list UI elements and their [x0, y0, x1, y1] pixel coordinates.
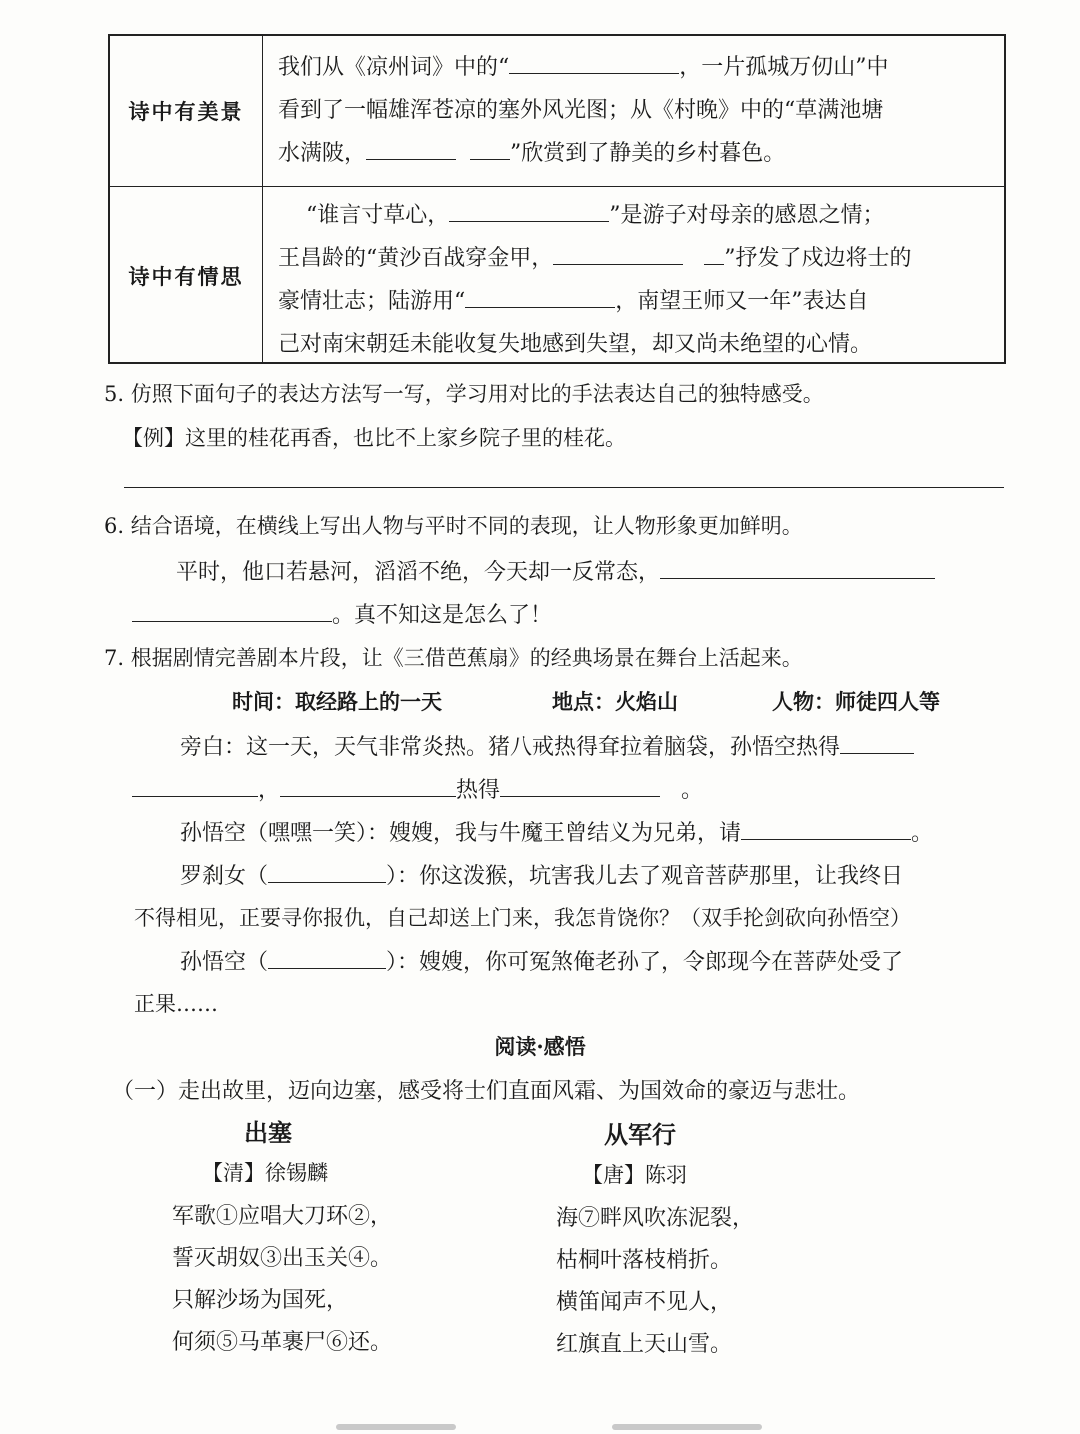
- blank-cunwan-1[interactable]: [366, 137, 456, 160]
- q7-wukong2-a: 孙悟空（: [180, 950, 269, 975]
- q7-wukong1: [180, 816, 933, 847]
- q6-line2-tail: 。真不知这是怎么了！: [332, 603, 553, 628]
- q6-blank-1[interactable]: [660, 556, 935, 579]
- reading-part1: （一）走出故里，迈向边塞，感受将士们直面风霜、为国效命的豪迈与悲壮。: [112, 1079, 861, 1104]
- q7-rakshasa: [180, 859, 903, 890]
- row2-content: [278, 194, 994, 366]
- q6-line2: [132, 598, 552, 629]
- poem1-line-4: 何须⑤马革裹尸⑥还。: [172, 1330, 393, 1355]
- q6-line1: [176, 555, 935, 586]
- poem2-author: 【唐】陈羽: [582, 1163, 687, 1187]
- q7-blank-narration-4[interactable]: [500, 774, 660, 797]
- poem2-line-1: 海⑦畔风吹冻泥裂，: [556, 1206, 755, 1231]
- reading-section-title: 阅读·感悟: [494, 1034, 586, 1059]
- q7-wukong2: [180, 945, 903, 976]
- row2-line3-b: ，南望王师又一年”表达自: [615, 289, 869, 314]
- q7-wukong1-end: 。: [911, 821, 934, 846]
- q7-rakshasa-line2: 不得相见，正要寻你报仇，自己却送上门来，我怎肯饶你？（双手抡剑砍向孙悟空）: [134, 906, 911, 930]
- poem1-author: 【清】徐锡麟: [202, 1161, 328, 1185]
- row1-line1-b: ，一片孤城万仞山”中: [679, 55, 889, 80]
- q5-example: 【例】这里的桂花再香，也比不上家乡院子里的桂花。: [122, 426, 626, 450]
- row2-line3-a: 豪情壮志；陆游用“: [278, 289, 466, 314]
- poem2-line-4: 红旗直上天山雪。: [556, 1332, 733, 1357]
- row2-line2-a: 王昌龄的“黄沙百战穿金甲，: [278, 246, 554, 271]
- q7-narration2-hot: 热得: [456, 778, 501, 803]
- q7-wukong2-line2: 正果……: [134, 992, 218, 1016]
- poem2-title: 从军行: [604, 1120, 676, 1149]
- q7-rakshasa-a: 罗刹女（: [180, 864, 269, 889]
- blank-luyou[interactable]: [465, 285, 615, 308]
- blank-huangsha-2[interactable]: [704, 242, 724, 265]
- row2-line2-b: ”抒发了戍边将士的: [724, 246, 912, 271]
- q7-place: 地点：火焰山: [552, 689, 678, 714]
- q7-blank-rakshasa[interactable]: [268, 860, 386, 883]
- blank-cuncao[interactable]: [449, 199, 609, 222]
- row1-line1-a: 我们从《凉州词》中的“: [278, 55, 510, 80]
- row2-line1-b: ”是游子对母亲的感恩之情；: [609, 203, 885, 228]
- q7-people: 人物：师徒四人等: [772, 689, 940, 714]
- q7-time: 时间：取经路上的一天: [232, 689, 442, 714]
- poem1-title: 出塞: [244, 1118, 292, 1147]
- q7-blank-narration-2[interactable]: [132, 774, 258, 797]
- row1-content: [278, 46, 994, 175]
- q7-wukong2-b: ）：嫂嫂，你可冤煞俺老孙了，令郎现今在菩萨处受了: [386, 950, 904, 975]
- blank-liangzhou[interactable]: [509, 51, 679, 74]
- q7-blank-wukong1[interactable]: [741, 817, 911, 840]
- page-footer-cutoff: [0, 1420, 1080, 1434]
- q7-blank-wukong2[interactable]: [268, 946, 386, 969]
- row2-line1-a: “谁言寸草心，: [305, 203, 450, 228]
- blank-huangsha-1[interactable]: [553, 242, 683, 265]
- poem1-line-3: 只解沙场为国死，: [172, 1288, 349, 1313]
- row1-line3-b: ”欣赏到了静美的乡村暮色。: [510, 141, 786, 166]
- footer-smudge-left: [336, 1424, 456, 1430]
- poem2-line-2: 枯桐叶落枝梢折。: [556, 1248, 733, 1273]
- q6-blank-2[interactable]: [132, 599, 332, 622]
- row2-label: 诗中有情思: [128, 264, 244, 289]
- poetry-table: [108, 34, 1006, 364]
- row1-label: 诗中有美景: [128, 99, 244, 124]
- table-column-divider: [262, 36, 263, 362]
- blank-cunwan-2[interactable]: [470, 137, 510, 160]
- q6-stem: 6. 结合语境，在横线上写出人物与平时不同的表现，让人物形象更加鲜明。: [104, 514, 803, 538]
- table-row-divider: [110, 186, 1004, 187]
- q7-narration2: [132, 773, 703, 804]
- q7-rakshasa-b: ）：你这泼猴，坑害我儿去了观音菩萨那里，让我终日: [386, 864, 904, 889]
- q7-blank-narration-1[interactable]: [840, 731, 914, 754]
- q6-line1-text: 平时，他口若悬河，滔滔不绝，今天却一反常态，: [176, 560, 661, 585]
- q7-stem: 7. 根据剧情完善剧本片段，让《三借芭蕉扇》的经典场景在舞台上活起来。: [104, 646, 803, 670]
- poem1-line-1: 军歌①应唱大刀环②，: [172, 1204, 393, 1229]
- q7-narration2-comma: ，: [258, 778, 281, 803]
- q7-wukong1-text: 孙悟空（嘿嘿一笑）：嫂嫂，我与牛魔王曾结义为兄弟，请: [180, 821, 742, 846]
- row2-line4: 己对南宋朝廷未能收复失地感到失望，却又尚未绝望的心情。: [278, 332, 873, 357]
- q7-narration2-end: 。: [681, 778, 704, 803]
- poem2-line-3: 横笛闻声不见人，: [556, 1290, 733, 1315]
- footer-smudge-right: [612, 1424, 762, 1430]
- q5-answer-line[interactable]: [124, 487, 1004, 488]
- row1-line3-a: 水满陂，: [278, 141, 367, 166]
- q7-narration: [180, 730, 914, 761]
- q7-narration-text: 旁白：这一天，天气非常炎热。猪八戒热得耷拉着脑袋，孙悟空热得: [180, 735, 841, 760]
- q5-stem: 5. 仿照下面句子的表达方法写一写，学习用对比的手法表达自己的独特感受。: [104, 382, 824, 406]
- row1-line2: 看到了一幅雄浑苍凉的塞外风光图；从《村晚》中的“草满池塘: [278, 98, 884, 123]
- q7-blank-narration-3[interactable]: [280, 774, 456, 797]
- poem1-line-2: 誓灭胡奴③出玉关④。: [172, 1246, 393, 1271]
